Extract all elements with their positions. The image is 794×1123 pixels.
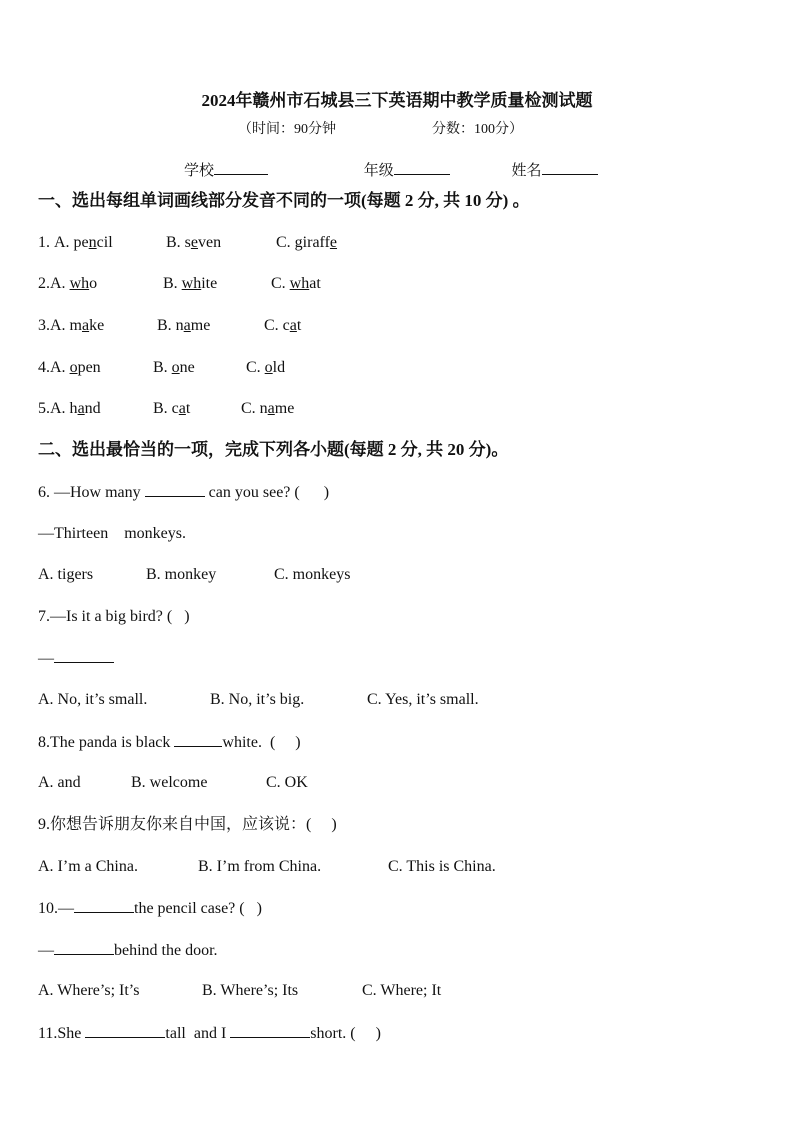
option-a: A. I’m a China. (38, 858, 138, 875)
underlined-part: a (289, 317, 297, 334)
option-text: A. pe (54, 234, 89, 251)
option-text: A. (50, 359, 70, 376)
question-text: behind the door. (114, 942, 218, 959)
option-a (50, 358, 153, 378)
option-a (50, 399, 153, 419)
option-b (153, 399, 241, 419)
option-c (271, 274, 321, 294)
underlined-part: e (190, 234, 199, 251)
option-text: B. n (157, 317, 184, 334)
question-10-answer-line (38, 940, 218, 961)
grade-label: 年级 (363, 163, 394, 179)
option-text: t (185, 400, 191, 417)
dash: — (38, 942, 54, 959)
option-text: at (309, 275, 321, 292)
option-text: cil (96, 234, 113, 251)
option-text: me (190, 317, 211, 334)
option-b: B. welcome (131, 774, 208, 791)
page-title: 2024年赣州市石城县三下英语期中教学质量检测试题 (201, 91, 593, 110)
answer-blank (145, 482, 205, 497)
option-a (50, 274, 163, 294)
option-c: C. OK (266, 774, 308, 791)
option-text: ke (89, 317, 105, 334)
question-text: tall and I (165, 1025, 231, 1042)
section-2-heading: 二、选出最恰当的一项，完成下列各小题(每题 2 分, 共 20 分)。 (38, 440, 509, 459)
question-6-options (38, 565, 350, 585)
underlined-part: e (329, 234, 338, 251)
question-5 (38, 399, 294, 419)
option-b: B. No, it’s big. (210, 691, 305, 708)
school-label: 学校 (184, 163, 215, 179)
exam-meta (238, 118, 523, 138)
option-c: C. monkeys (274, 566, 351, 583)
question-6-answer-line: —Thirteen monkeys. (38, 525, 186, 542)
question-number: 4. (38, 359, 50, 376)
option-a: A. tigers (38, 566, 94, 583)
question-2 (38, 274, 321, 294)
underlined-part: n (88, 234, 97, 251)
question-7-answer-line (38, 648, 114, 669)
question-7: 7.—Is it a big bird? ( ) (38, 608, 190, 625)
answer-blank (54, 940, 114, 955)
option-b (153, 358, 246, 378)
question-1 (38, 233, 337, 253)
answer-blank (85, 1023, 165, 1038)
option-text: B. (163, 275, 182, 292)
option-text: B. s (166, 234, 191, 251)
option-b: B. monkey (146, 566, 217, 583)
option-c: C. Yes, it’s small. (367, 691, 479, 708)
question-number: 5. (38, 400, 50, 417)
option-text: B. (153, 359, 172, 376)
option-c (276, 233, 337, 253)
underlined-part: a (82, 317, 90, 334)
underlined-part: o (171, 359, 180, 376)
option-text: t (296, 317, 302, 334)
question-text: can you see? ( ) (204, 484, 330, 501)
section-1-heading: 一、选出每组单词画线部分发音不同的一项(每题 2 分, 共 10 分) 。 (38, 191, 530, 210)
option-b (163, 274, 271, 294)
answer-blank (230, 1023, 310, 1038)
option-text: A. m (50, 317, 82, 334)
question-7-options (38, 690, 479, 710)
option-text: nd (84, 400, 101, 417)
option-text: C. c (264, 317, 290, 334)
exam-time: （时间：90分钟 (238, 122, 336, 137)
question-3 (38, 316, 301, 336)
answer-blank (54, 648, 114, 663)
dash: — (38, 650, 54, 667)
option-c: C. Where; It (362, 982, 442, 999)
option-text: ne (179, 359, 195, 376)
question-8 (38, 732, 301, 753)
option-a: A. Where’s; It’s (38, 982, 140, 999)
underlined-part: wh (289, 275, 310, 292)
underlined-part: wh (69, 275, 90, 292)
option-c (246, 358, 285, 378)
school-blank (214, 160, 268, 175)
question-10 (38, 898, 262, 919)
question-6 (38, 482, 329, 503)
question-9-options (38, 857, 496, 877)
question-text: short. ( ) (310, 1025, 381, 1042)
option-text: A. h (50, 400, 78, 417)
question-number: 2. (38, 275, 50, 292)
underlined-part: a (183, 317, 191, 334)
question-text: 8.The panda is black (38, 734, 175, 751)
question-9: 9.你想告诉朋友你来自中国，应该说：( ) (38, 816, 337, 833)
option-text: B. c (153, 400, 179, 417)
underlined-part: a (178, 400, 186, 417)
question-text: white. ( ) (222, 734, 301, 751)
underlined-part: a (267, 400, 275, 417)
option-text: C. giraff (276, 234, 330, 251)
option-text: ite (201, 275, 218, 292)
name-field (512, 159, 598, 180)
option-text: C. n (241, 400, 268, 417)
option-text: o (89, 275, 98, 292)
underlined-part: o (69, 359, 78, 376)
question-number: 1. (38, 234, 54, 251)
option-text: me (274, 400, 295, 417)
option-b: B. Where’s; Its (202, 982, 299, 999)
question-text: 6. —How many (38, 484, 145, 501)
question-4 (38, 358, 285, 378)
answer-blank (174, 732, 222, 747)
name-label: 姓名 (511, 163, 542, 179)
option-b: B. I’m from China. (198, 858, 322, 875)
option-c (264, 316, 301, 336)
option-b (157, 316, 264, 336)
question-11 (38, 1023, 381, 1044)
question-text: the pencil case? ( ) (134, 900, 262, 917)
underlined-part: a (77, 400, 85, 417)
student-info (184, 159, 598, 180)
option-a (50, 316, 157, 336)
answer-blank (74, 898, 134, 913)
school-field (184, 159, 268, 180)
grade-blank (394, 160, 450, 175)
option-b (166, 233, 276, 253)
option-text: pen (77, 359, 101, 376)
name-blank (542, 160, 598, 175)
option-a: A. No, it’s small. (38, 691, 148, 708)
option-text: A. (50, 275, 70, 292)
grade-field (364, 159, 450, 180)
question-text: 11.She (38, 1025, 86, 1042)
question-number: 3. (38, 317, 50, 334)
question-8-options (38, 773, 308, 793)
question-10-options (38, 981, 441, 1001)
underlined-part: wh (181, 275, 202, 292)
option-text: C. (246, 359, 265, 376)
option-text: ld (272, 359, 286, 376)
exam-score: 分数：100分） (432, 122, 523, 137)
option-a (54, 233, 166, 253)
option-c (241, 399, 294, 419)
option-text: ven (198, 234, 222, 251)
option-a: A. and (38, 774, 81, 791)
underlined-part: o (264, 359, 273, 376)
option-text: C. (271, 275, 290, 292)
question-text: 10.— (38, 900, 74, 917)
option-c: C. This is China. (388, 858, 496, 875)
